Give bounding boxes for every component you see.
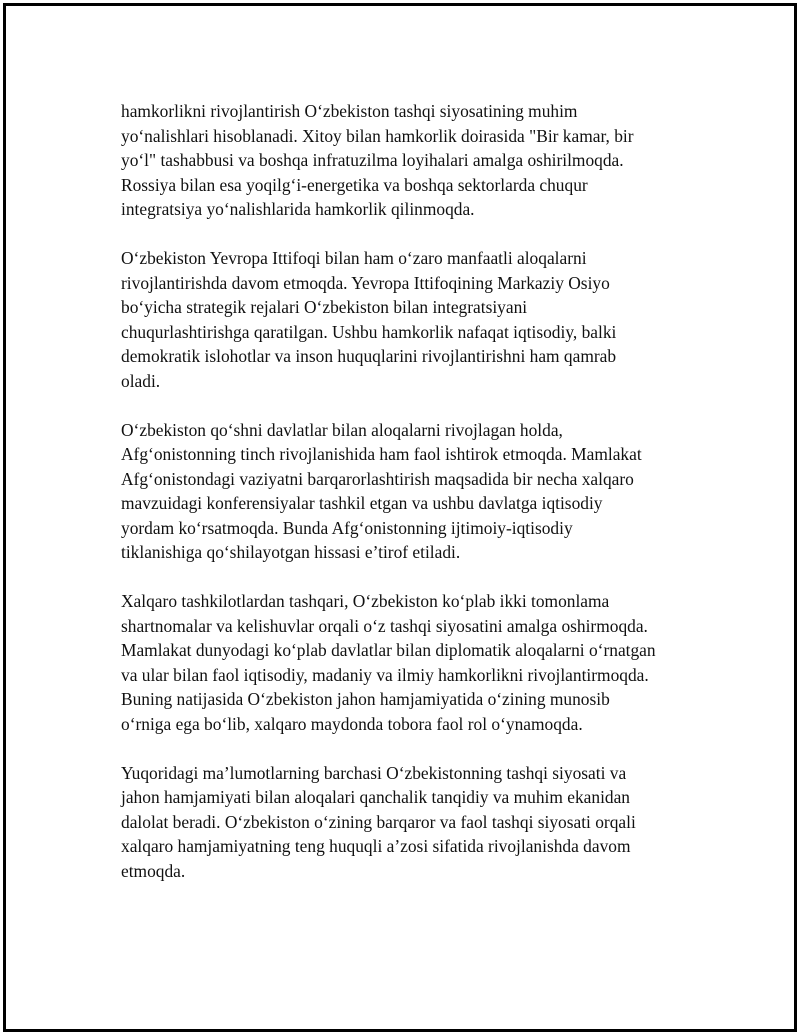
page-frame	[3, 3, 797, 1032]
text-line: integratsiya yo‘nalishlarida hamkorlik qilinmoqda.	[121, 199, 475, 219]
text-line: Rossiya bilan esa yoqilg‘i-energetika va boshqa sektorlarda chuqur	[121, 174, 588, 195]
text-line: etmoqda.	[121, 860, 186, 881]
text-line: Mamlakat dunyodagi ko‘plab davlatlar bilan diplomatik aloqalarni o‘rnatgan	[121, 640, 656, 660]
text-line: Xalqaro tashkilotlardan tashqari, O‘zbekiston ko‘plab ikki tomonlama	[121, 591, 610, 611]
text-line: Afg‘onistondagi vaziyatni barqarorlashtirish maqsadida bir necha xalqaro	[121, 468, 634, 489]
text-line: mavzuidagi konferensiyalar tashkil etgan va ushbu davlatga iqtisodiy	[121, 493, 603, 513]
text-line: bo‘yicha strategik rejalari O‘zbekiston bilan integratsiyani	[121, 297, 528, 317]
text-line: Buning natijasida O‘zbekiston jahon hamjamiyatida o‘zining munosib	[121, 689, 610, 709]
paragraph-2	[121, 246, 701, 393]
text-line: va ular bilan faol iqtisodiy, madaniy va ilmiy hamkorlikni rivojlantirmoqda.	[121, 664, 649, 685]
text-line: o‘rniga ega bo‘lib, xalqaro maydonda tobora faol rol o‘ynamoqda.	[121, 713, 583, 734]
text-line: chuqurlashtirishga qaratilgan. Ushbu hamkorlik nafaqat iqtisodiy, balki	[121, 321, 617, 342]
text-line: xalqaro hamjamiyatning teng huquqli a’zosi sifatida rivojlanishda davom	[121, 836, 631, 856]
text-line: Yuqoridagi ma’lumotlarning barchasi O‘zbekistonning tashqi siyosati va	[121, 762, 627, 783]
document-body	[121, 99, 701, 908]
text-line: yo‘l" tashabbusi va boshqa infratuzilma loyihalari amalga oshirilmoqda.	[121, 150, 624, 170]
paragraph-4	[121, 589, 701, 736]
text-line: rivojlantirishda davom etmoqda. Yevropa Ittifoqining Markaziy Osiyo	[121, 272, 610, 293]
paragraph-5	[121, 761, 701, 884]
text-line: Afg‘onistonning tinch rivojlanishida ham faol ishtirok etmoqda. Mamlakat	[121, 444, 642, 464]
text-line: demokratik islohotlar va inson huquqlarini rivojlantirishni ham qamrab	[121, 346, 617, 366]
paragraph-3	[121, 418, 701, 565]
text-line: dalolat beradi. O‘zbekiston o‘zining barqaror va faol tashqi siyosati orqali	[121, 811, 636, 832]
text-line: jahon hamjamiyati bilan aloqalari qanchalik tanqidiy va muhim ekanidan	[121, 787, 631, 807]
text-line: O‘zbekiston qo‘shni davlatlar bilan aloqalarni rivojlagan holda,	[121, 419, 563, 440]
text-line: tiklanishiga qo‘shilayotgan hissasi e’tirof etiladi.	[121, 542, 461, 562]
text-line: yordam ko‘rsatmoqda. Bunda Afg‘onistonning ijtimoiy-iqtisodiy	[121, 517, 573, 538]
text-line: yo‘nalishlari hisoblanadi. Xitoy bilan hamkorlik doirasida "Bir kamar, bir	[121, 125, 634, 146]
text-line: O‘zbekiston Yevropa Ittifoqi bilan ham o‘zaro manfaatli aloqalarni	[121, 248, 587, 268]
text-line: hamkorlikni rivojlantirish O‘zbekiston tashqi siyosatining muhim	[121, 101, 578, 121]
text-line: shartnomalar va kelishuvlar orqali o‘z tashqi siyosatini amalga oshirmoqda.	[121, 615, 648, 636]
paragraph-1	[121, 99, 701, 222]
text-line: oladi.	[121, 370, 161, 391]
